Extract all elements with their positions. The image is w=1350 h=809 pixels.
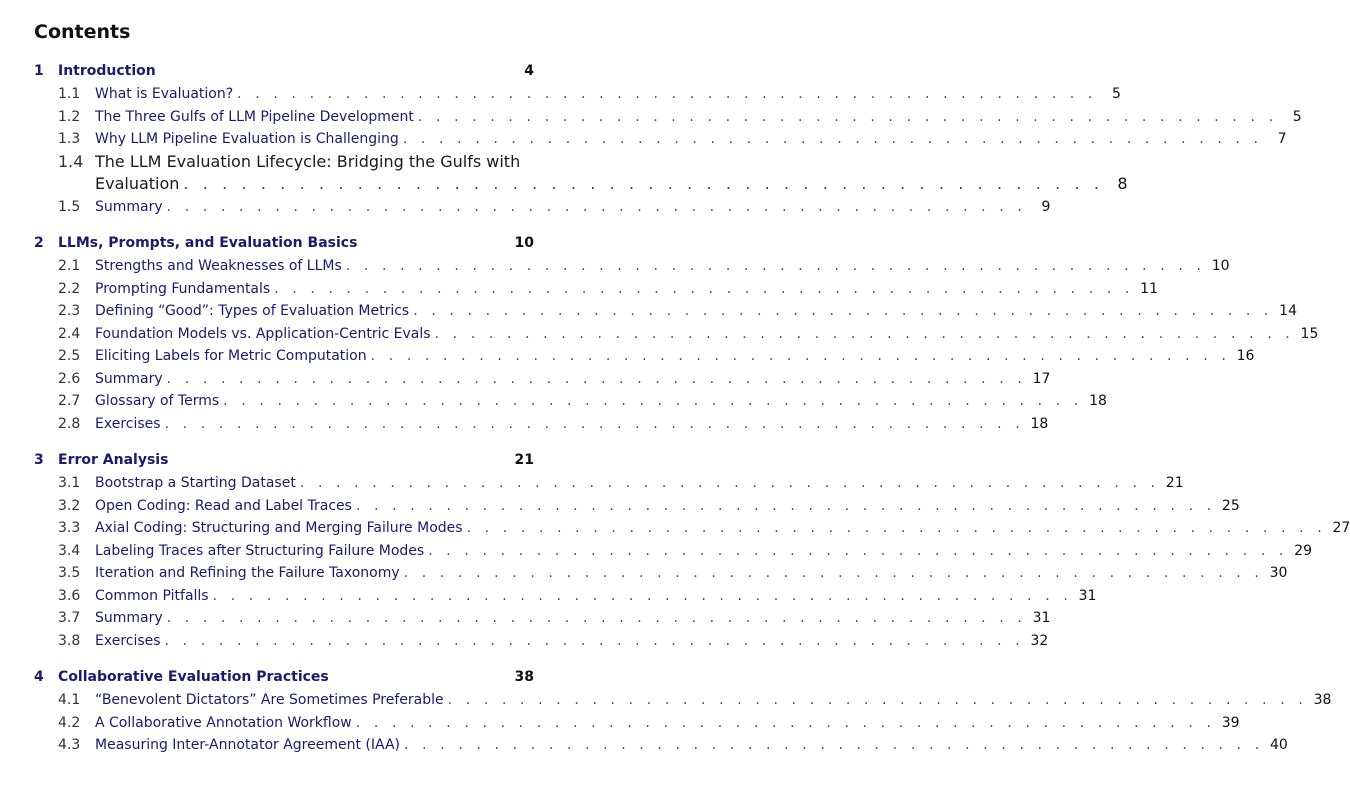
section-entry[interactable] <box>34 495 1240 518</box>
section-title[interactable]: The LLM Evaluation Lifecycle: Bridging the Gulfs with <box>95 151 521 171</box>
section-title[interactable]: Measuring Inter-Annotator Agreement (IAA) <box>95 737 401 753</box>
dot-leader: . . . . . . . . . . . . . . . . . . . . . . . . . . . . . . . . . . . . . . . . . . . . . . . . <box>223 393 1083 409</box>
section-entry[interactable] <box>34 734 1288 757</box>
section-number: 3.1 <box>58 475 81 491</box>
dot-leader: . . . . . . . . . . . . . . . . . . . . . . . . . . . . . . . . . . . . . . . . . . . . . . . . <box>370 348 1231 364</box>
section-title[interactable]: The Three Gulfs of LLM Pipeline Development <box>95 108 414 125</box>
section-title[interactable]: Exercises <box>95 415 161 432</box>
chapter-entry[interactable] <box>34 448 534 472</box>
dot-leader: . . . . . . . . . . . . . . . . . . . . . . . . . . . . . . . . . . . . . . . . . . . . . . . . <box>164 632 1025 649</box>
section-entry[interactable] <box>34 151 1128 196</box>
section-page[interactable]: 10 <box>1211 258 1230 274</box>
section-entry[interactable] <box>34 413 1049 436</box>
chapter-2 <box>34 231 1319 435</box>
dot-leader: . . . . . . . . . . . . . . . . . . . . . . . . . . . . . . . . . . . . . . . . . . . . . . . . <box>403 565 1264 581</box>
section-number: 4.1 <box>58 692 81 708</box>
dot-leader: . . . . . . . . . . . . . . . . . . . . . . . . . . . . . . . . . . . . . . . . . . . . . . . . <box>237 86 1097 102</box>
section-page[interactable]: 25 <box>1221 497 1240 514</box>
section-page[interactable]: 5 <box>1112 86 1121 102</box>
section-page[interactable]: 21 <box>1165 475 1184 491</box>
section-title[interactable]: Glossary of Terms <box>95 393 220 409</box>
section-entry[interactable] <box>34 323 1319 346</box>
section-number: 1.1 <box>58 86 81 102</box>
section-entry[interactable] <box>34 390 1107 413</box>
chapter-1 <box>34 59 1302 218</box>
chapter-page[interactable]: 21 <box>514 452 534 468</box>
section-number: 2.7 <box>58 393 81 409</box>
dot-leader: . . . . . . . . . . . . . . . . . . . . . . . . . . . . . . . . . . . . . . . . . . . . . . . . <box>428 542 1288 559</box>
section-page[interactable]: 38 <box>1313 692 1332 708</box>
section-title[interactable]: Bootstrap a Starting Dataset <box>95 475 296 491</box>
section-entry[interactable] <box>34 517 1350 540</box>
section-number: 2.6 <box>58 370 81 387</box>
section-number: 2.5 <box>58 348 81 364</box>
section-page[interactable]: 31 <box>1078 587 1097 604</box>
section-entry[interactable] <box>34 128 1287 151</box>
section-title-continued[interactable]: Evaluation <box>95 174 180 193</box>
section-page[interactable]: 29 <box>1294 542 1312 559</box>
dot-leader: . . . . . . . . . . . . . . . . . . . . . . . . . . . . . . . . . . . . . . . . . . . . . . . . <box>466 520 1327 536</box>
section-number: 4.3 <box>58 737 81 753</box>
section-entry[interactable] <box>34 345 1255 368</box>
dot-leader: . . . . . . . . . . . . . . . . . . . . . . . . . . . . . . . . . . . . . . . . . . . . . . . . <box>447 692 1308 708</box>
chapter-entry[interactable] <box>34 231 534 255</box>
section-entry[interactable] <box>34 585 1097 608</box>
dot-leader: . . . . . . . . . . . . . . . . . . . . . . . . . . . . . . . . . . . . . . . . . . . . . . . . <box>166 370 1027 387</box>
section-title[interactable]: Summary <box>95 370 163 387</box>
section-number: 1.2 <box>58 108 81 125</box>
dot-leader: . . . . . . . . . . . . . . . . . . . . . . . . . . . . . . . . . . . . . . . . . . . . . . . . <box>345 258 1206 274</box>
section-entry[interactable] <box>34 712 1240 735</box>
section-number: 3.5 <box>58 565 81 581</box>
dot-leader: . . . . . . . . . . . . . . . . . . . . . . . . . . . . . . . . . . . . . . . . . . . . . . . . <box>355 497 1216 514</box>
section-number: 4.2 <box>58 714 81 731</box>
chapter-title[interactable]: LLMs, Prompts, and Evaluation Basics <box>58 235 358 251</box>
section-title[interactable]: Strengths and Weaknesses of LLMs <box>95 258 342 274</box>
section-title[interactable]: A Collaborative Annotation Workflow <box>95 714 352 731</box>
section-page[interactable]: 27 <box>1332 520 1350 536</box>
chapter-number: 3 <box>34 452 44 468</box>
section-number: 2.4 <box>58 325 81 342</box>
section-number: 3.2 <box>58 497 81 514</box>
section-entry[interactable] <box>34 83 1121 106</box>
chapter-page[interactable]: 4 <box>524 63 534 79</box>
section-number: 3.8 <box>58 632 81 649</box>
section-entry[interactable] <box>34 472 1184 495</box>
section-number: 3.4 <box>58 542 81 559</box>
section-page[interactable]: 5 <box>1292 108 1302 125</box>
dot-leader: . . . . . . . . . . . . . . . . . . . . . . . . . . . . . . . . . . . . . . . . . . . . . . . . <box>274 280 1134 297</box>
section-title[interactable]: Eliciting Labels for Metric Computation <box>95 348 367 364</box>
dot-leader: . . . . . . . . . . . . . . . . . . . . . . . . . . . . . . . . . . . . . . . . . . . . . . . . <box>417 108 1278 125</box>
chapter-entry[interactable] <box>34 665 534 689</box>
section-page[interactable]: 17 <box>1032 370 1051 387</box>
section-number: 2.2 <box>58 280 81 297</box>
section-page[interactable]: 39 <box>1221 714 1240 731</box>
section-title[interactable]: Foundation Models vs. Application-Centric Evals <box>95 325 431 342</box>
dot-leader: . . . . . . . . . . . . . . . . . . . . . . . . . . . . . . . . . . . . . . . . . . . . . . . . <box>166 610 1027 626</box>
section-page[interactable]: 11 <box>1140 280 1158 297</box>
dot-leader: . . . . . . . . . . . . . . . . . . . . . . . . . . . . . . . . . . . . . . . . . . . . . . . . <box>413 303 1273 319</box>
section-page[interactable]: 30 <box>1269 565 1288 581</box>
section-number: 3.6 <box>58 587 81 604</box>
section-page[interactable]: 32 <box>1030 632 1049 649</box>
chapter-entry[interactable] <box>34 59 534 83</box>
section-title[interactable]: Defining “Good”: Types of Evaluation Metrics <box>95 303 410 319</box>
section-page[interactable]: 8 <box>1117 174 1128 193</box>
page-title: Contents <box>34 21 131 43</box>
chapter-number: 1 <box>34 63 44 79</box>
section-page[interactable]: 40 <box>1269 737 1288 753</box>
chapter-number: 4 <box>34 669 44 685</box>
section-entry[interactable] <box>34 196 1051 219</box>
section-page[interactable]: 31 <box>1032 610 1051 626</box>
section-entry[interactable] <box>34 278 1158 301</box>
chapter-3 <box>34 448 1350 652</box>
section-title[interactable]: Prompting Fundamentals <box>95 280 271 297</box>
section-entry[interactable] <box>34 607 1051 630</box>
chapter-title[interactable]: Error Analysis <box>58 452 169 468</box>
toc-page <box>34 18 1350 770</box>
section-entry[interactable] <box>34 689 1332 712</box>
section-entry[interactable] <box>34 368 1051 391</box>
section-entry[interactable] <box>34 630 1049 653</box>
section-title[interactable]: Why LLM Pipeline Evaluation is Challenging <box>95 131 399 147</box>
dot-leader: . . . . . . . . . . . . . . . . . . . . . . . . . . . . . . . . . . . . . . . . . . . . . . . . <box>299 475 1160 491</box>
section-line-2 <box>34 173 1128 196</box>
section-number: 1.4 <box>58 151 84 171</box>
dot-leader: . . . . . . . . . . . . . . . . . . . . . . . . . . . . . . . . . . . . . . . . . . . . . . . . <box>355 714 1216 731</box>
section-number: 2.1 <box>58 258 81 274</box>
chapter-title[interactable]: Introduction <box>58 63 156 79</box>
section-title[interactable]: Summary <box>95 610 163 626</box>
chapter-title[interactable]: Collaborative Evaluation Practices <box>58 669 329 685</box>
section-number: 3.7 <box>58 610 81 626</box>
section-entry[interactable] <box>34 540 1312 563</box>
section-page[interactable]: 9 <box>1041 198 1051 215</box>
dot-leader: . . . . . . . . . . . . . . . . . . . . . . . . . . . . . . . . . . . . . . . . . . . . . . . . <box>183 174 1104 193</box>
section-entry[interactable] <box>34 255 1230 278</box>
section-number: 3.3 <box>58 520 81 536</box>
section-title[interactable]: Common Pitfalls <box>95 587 209 604</box>
section-entry[interactable] <box>34 562 1288 585</box>
section-number: 2.3 <box>58 303 81 319</box>
section-page[interactable]: 18 <box>1030 415 1049 432</box>
section-title[interactable]: Summary <box>95 198 163 215</box>
dot-leader: . . . . . . . . . . . . . . . . . . . . . . . . . . . . . . . . . . . . . . . . . . . . . . . . <box>404 737 1264 753</box>
chapter-4 <box>34 665 1332 757</box>
chapter-number: 2 <box>34 235 44 251</box>
section-page[interactable]: 18 <box>1089 393 1107 409</box>
section-number: 2.8 <box>58 415 81 432</box>
dot-leader: . . . . . . . . . . . . . . . . . . . . . . . . . . . . . . . . . . . . . . . . . . . . . . . . <box>434 325 1295 342</box>
section-page[interactable]: 14 <box>1279 303 1297 319</box>
section-title[interactable]: Open Coding: Read and Label Traces <box>95 497 352 514</box>
section-title[interactable]: Iteration and Refining the Failure Taxonomy <box>95 565 400 581</box>
dot-leader: . . . . . . . . . . . . . . . . . . . . . . . . . . . . . . . . . . . . . . . . . . . . . . . . <box>166 198 1027 215</box>
section-number: 1.3 <box>58 131 81 147</box>
dot-leader: . . . . . . . . . . . . . . . . . . . . . . . . . . . . . . . . . . . . . . . . . . . . . . . . <box>402 131 1263 147</box>
section-page[interactable]: 15 <box>1300 325 1319 342</box>
section-page[interactable]: 7 <box>1277 131 1287 147</box>
section-line-1 <box>34 151 534 174</box>
section-title[interactable]: What is Evaluation? <box>95 86 234 102</box>
section-entry[interactable] <box>34 106 1302 129</box>
section-entry[interactable] <box>34 300 1297 323</box>
chapter-page[interactable]: 38 <box>514 669 534 685</box>
section-title[interactable]: Axial Coding: Structuring and Merging Failure Modes <box>95 520 463 536</box>
chapter-page[interactable]: 10 <box>514 235 534 251</box>
dot-leader: . . . . . . . . . . . . . . . . . . . . . . . . . . . . . . . . . . . . . . . . . . . . . . . . <box>164 415 1025 432</box>
dot-leader: . . . . . . . . . . . . . . . . . . . . . . . . . . . . . . . . . . . . . . . . . . . . . . . . <box>212 587 1073 604</box>
section-number: 1.5 <box>58 198 81 215</box>
section-title[interactable]: Labeling Traces after Structuring Failure Modes <box>95 542 425 559</box>
section-title[interactable]: “Benevolent Dictators” Are Sometimes Preferable <box>95 692 444 708</box>
section-title[interactable]: Exercises <box>95 632 161 649</box>
section-page[interactable]: 16 <box>1236 348 1255 364</box>
